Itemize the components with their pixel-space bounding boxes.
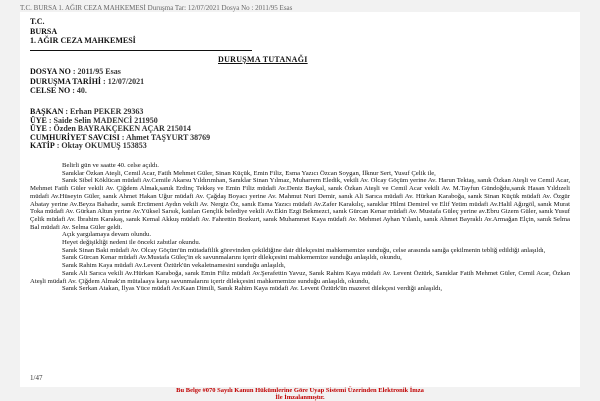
document-title: DURUŞMA TUTANAĞI [218, 55, 308, 64]
paragraph-excuse-petition: Sanık Serkan Atakan, İlyas Yüce müdafi Av.Kaan Dimili, Sanık Rahim Kaya müdafi Av. Levent Öztürk'ün mazeret dilekçesi verdiği anlaşıldı, [30, 285, 570, 293]
document-page [20, 12, 580, 387]
case-meta [30, 67, 144, 96]
dosya-row [30, 67, 144, 77]
katip-label: KATİP [30, 141, 55, 150]
uye1-label: ÜYE [30, 116, 47, 125]
durusma-row [30, 77, 144, 87]
durusma-label: DURUŞMA TARİHİ [30, 77, 101, 86]
savci-value: : Ahmet TAŞYURT 38769 [122, 133, 210, 142]
dosya-value: : 2011/95 Esas [73, 67, 121, 76]
dosya-label: DOSYA NO [30, 67, 71, 76]
paragraph-counsel: Sanık Sibel Köklücan müdafi Av.Cemile Akarsu Yıldırımhan, Sanıklar Sinan Yılmaz, Muharrem Eledik, vekili Av. Olcay Göçüm yerine Av. Harun Tektaş, sanık Özkan Ateşli ve Cemil Acar, Mehmet Fatih Güler vekili Av. Çiğdem Almak,sanık Erdinç Tekkeş ve Emin Filiz müdafi Av.Deniz Baykal, sanık Özkan Ateşli ve Cemil Acar vekili Av. M.Tayfun Gündoğdu,sanık Hasan Yıldızeli müdafi Av.Hüseyin Güler, sanık Ahmet Hakan Uğur müdafi Av. Çağdaş Boyacı yerine Av. Mahmut Nuri Demir, sanık Ali Sarıca müdafi Av. Hürkan Karaboğa, sanık Sinan Küçük müdafi Av. Özgür Abatay yerine Av.Beyza Bahadır, sanık Ercüment Aydın vekili Av. Nergiz Öz, sanık Esma Yazıcı müdafi Av.Zafer Karakılıç, sanıklar Hilmi Demirel ve Elif Yetim müdafi Av.Halil Ağırgöl, sanık Murat Toka müdafi Av. Gürkan Altun yerine Av.Yüksel Sarsık, katılan Gençlik belediye vekili Av.Ekin Ezgi Bekmezci, sanık Gürcan Kenar müdafi Av. Mustafa Güleç yerine av.Ebru Gizem Güler, sanık Yusuf Çelik müdafi Av. İbrahim Karakaş, sanık Kemal Akkuş müdafi Av. Fahrettin Bozkurt, sanık Muhammet Kaya müdafi Av. Mehmet Ayhan Yılanlı, sanık Ahmet Bayraklı Av.Armağan Elçin, sanık Selma Bal müdafi Av. Selma Güler geldi. [30, 177, 570, 231]
e-signature-notice-line1: Bu Belge #070 Sayılı Kanun Hükümlerine Göre Uyap Sistemi Üzerinden Elektronik İmza [20, 388, 580, 395]
celse-value: : 40. [72, 86, 87, 95]
baskan-value: : Erhan PEKER 29363 [65, 107, 143, 116]
e-signature-notice-line2: İle İmzalanmıştır. [20, 395, 580, 401]
celse-label: CELSE NO [30, 86, 70, 95]
katip-row [30, 142, 210, 151]
court-line-city: BURSA [30, 27, 136, 37]
uye1-value: : Saide Selin MADENCİ 211950 [49, 116, 158, 125]
uye2-value: : Özden BAYRAKÇEKEN AÇAR 215014 [49, 124, 191, 133]
paragraph-additional-defense: Sanık Gürcan Kenar müdafi Av.Mustafa Güleç'in ek savunmalarını içerir dilekçesini mahkememize sunduğu anlaşıldı, okundu, [30, 254, 570, 262]
paragraph-panel-change: Heyet değişikliği nedeni ile önceki zabıtlar okundu. [30, 239, 570, 247]
court-line-tc: T.C. [30, 17, 136, 27]
celse-row [30, 86, 144, 96]
minutes-body [30, 162, 570, 293]
page-number: 1/47 [30, 374, 42, 382]
katip-value: : Oktay OKUMUŞ 153853 [57, 141, 147, 150]
durusma-value: : 12/07/2021 [103, 77, 144, 86]
paragraph-defendants: Sanıklar Özkan Ateşli, Cemil Acar, Fatih Mehmet Güler, Sinan Küçük, Emin Filiz, Esma Yazıcı Özcan Soygan, İlknur Sert, Yusuf Çelik ile, [30, 170, 570, 178]
paragraph-continuation: Açık yargılamaya devam olundu. [30, 231, 570, 239]
uye2-label: ÜYE [30, 124, 47, 133]
baskan-label: BAŞKAN [30, 107, 63, 116]
court-panel [30, 108, 210, 151]
running-header: T.C. BURSA 1. AĞIR CEZA MAHKEMESİ Duruşma Tar: 12/07/2021 Dosya No : 2011/95 Esas [20, 3, 580, 13]
e-signature-notice [20, 388, 580, 400]
paragraph-withdrawal: Sanık Sinan Baki müdafi Av. Olcay Göçüm'ün mütadafilik görevinden çekildiğine dair dilekçesini mahkememize sunduğu, celse arasında sanığa çekilmenin tebliğ edildiği anlaşıldı, [30, 247, 570, 255]
savci-label: CUMHURİYET SAVCISI [30, 133, 120, 142]
court-divider [30, 50, 252, 51]
paragraph-power-of-attorney: Sanık Rahim Kaya müdafi Av.Levent Öztürk'ün vekaletnamesini sunduğu anlaşıldı, [30, 262, 570, 270]
paragraph-opening: Belirli gün ve saatte 40. celse açıldı. [30, 162, 570, 170]
court-heading [30, 17, 136, 46]
paragraph-opinion-defense: Sanık Ali Sarıca vekili Av.Hürkan Karaboğa, sanık Emin Filiz müdafi Av.Şerafettin Yavuz, Sanık Rahim Kaya müdafi Av. Levent Öztürk, Sanıklar Fatih Mehmet Güler, Cemil Acar, Özkan Ateşli müdafi Av. Çiğdem Almak'ın mütalaaya karşı savunmalarını içerir dilekçesini mahkememize sunduğu anlaşıldı, okundu, [30, 270, 570, 285]
court-line-name: 1. AĞIR CEZA MAHKEMESİ [30, 36, 136, 46]
